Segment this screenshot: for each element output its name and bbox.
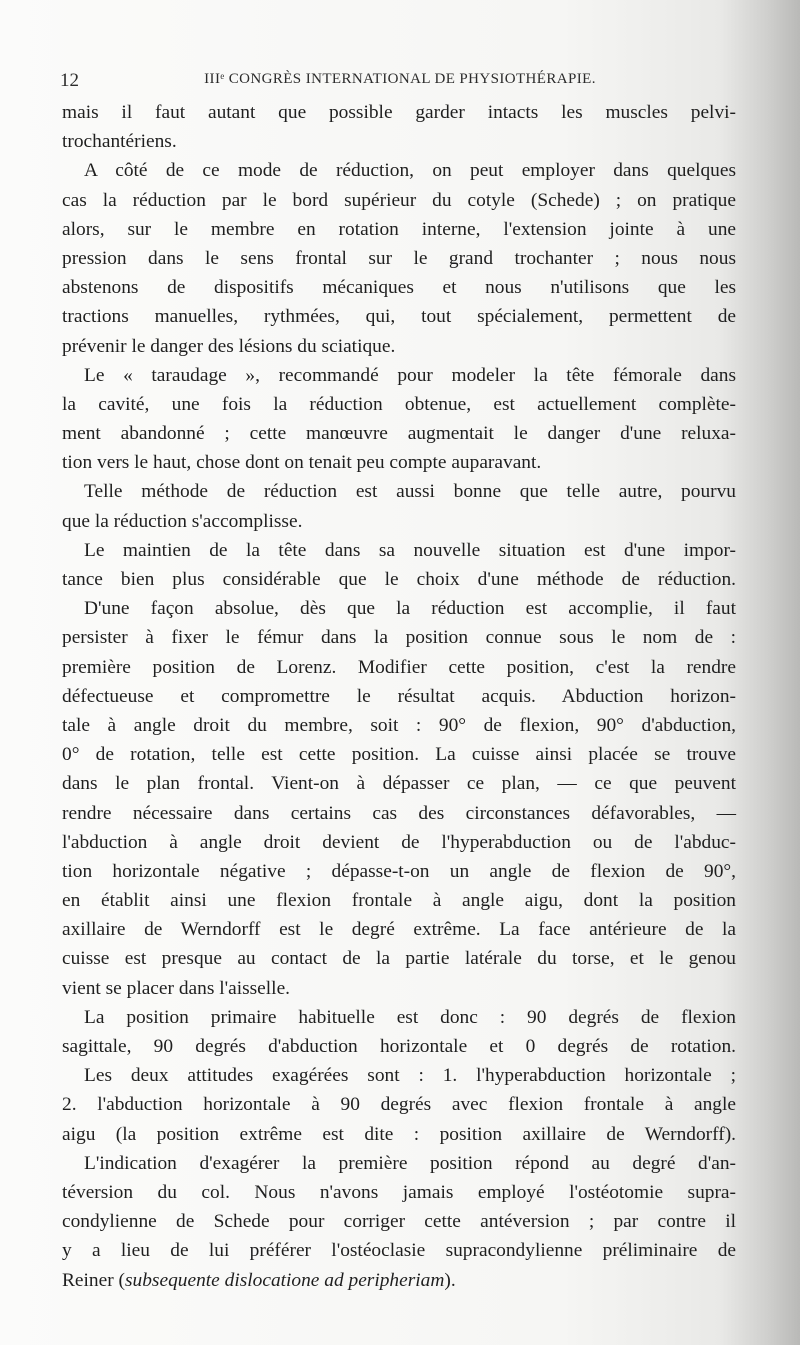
text-line: Les deux attitudes exagérées sont : 1. l'hyperabduction horizontale ; bbox=[84, 1065, 736, 1087]
final-line-start: Reiner ( bbox=[62, 1269, 125, 1291]
text-line: ment abandonné ; cette manœuvre augmentait le danger d'une reluxa- bbox=[62, 423, 736, 445]
text-line: première position de Lorenz. Modifier cette position, c'est la rendre bbox=[62, 656, 736, 678]
text-line: 0° de rotation, telle est cette position. La cuisse ainsi placée se trouve bbox=[62, 744, 736, 766]
text-line: abstenons de dispositifs mécaniques et nous n'utilisons que les bbox=[62, 277, 736, 299]
text-line: mais il faut autant que possible garder intacts les muscles pelvi- bbox=[62, 102, 736, 123]
text-line: L'indication d'exagérer la première position répond au degré d'an- bbox=[84, 1152, 736, 1174]
body-text bbox=[62, 98, 736, 1295]
text-line: axillaire de Werndorff est le degré extrême. La face antérieure de la bbox=[62, 919, 736, 941]
text-line: tale à angle droit du membre, soit : 90° de flexion, 90° d'abduction, bbox=[62, 714, 736, 736]
text-line: rendre nécessaire dans certains cas des circonstances défavorables, — bbox=[62, 802, 736, 824]
latin-phrase: subsequente dislocatione ad peripheriam bbox=[125, 1269, 445, 1291]
running-head: IIIᵉ CONGRÈS INTERNATIONAL DE PHYSIOTHÉRAPIE. bbox=[204, 71, 596, 87]
text-line: que la réduction s'accomplisse. bbox=[62, 510, 303, 532]
text-line: tion vers le haut, chose dont on tenait peu compte auparavant. bbox=[62, 452, 542, 474]
text-line: défectueuse et compromettre le résultat acquis. Abduction horizon- bbox=[62, 685, 736, 707]
text-line: aigu (la position extrême est dite : position axillaire de Werndorff). bbox=[62, 1123, 736, 1145]
text-line: trochantériens. bbox=[62, 131, 177, 153]
text-line: tance bien plus considérable que le choix d'une méthode de réduction. bbox=[62, 569, 736, 590]
text-line: D'une façon absolue, dès que la réduction est accomplie, il faut bbox=[84, 598, 736, 620]
text-line: dans le plan frontal. Vient-on à dépasser ce plan, — ce que peuvent bbox=[62, 773, 736, 795]
text-line: en établit ainsi une flexion frontale à angle aigu, dont la position bbox=[62, 890, 736, 912]
text-line: Le maintien de la tête dans sa nouvelle situation est d'une impor- bbox=[84, 539, 736, 561]
text-line: vient se placer dans l'aisselle. bbox=[62, 977, 291, 999]
text-line: la cavité, une fois la réduction obtenue, est actuellement complète- bbox=[62, 393, 736, 415]
text-line: condylienne de Schede pour corriger cette antéversion ; par contre il bbox=[62, 1211, 736, 1233]
text-line: l'abduction à angle droit devient de l'hyperabduction ou de l'abduc- bbox=[62, 831, 736, 853]
text-line: alors, sur le membre en rotation interne, l'extension jointe à une bbox=[62, 218, 736, 240]
final-line bbox=[62, 1266, 736, 1295]
text-line: pression dans le sens frontal sur le grand trochanter ; nous nous bbox=[62, 247, 736, 269]
text-line: 2. l'abduction horizontale à 90 degrés avec flexion frontale à angle bbox=[62, 1094, 736, 1116]
text-line: persister à fixer le fémur dans la position connue sous le nom de : bbox=[62, 627, 736, 649]
text-line: A côté de ce mode de réduction, on peut employer dans quelques bbox=[84, 160, 736, 182]
text-line: Le « taraudage », recommandé pour modeler la tête fémorale dans bbox=[84, 364, 736, 386]
text-line: sagittale, 90 degrés d'abduction horizontale et 0 degrés de rotation. bbox=[62, 1036, 736, 1057]
text-line: téversion du col. Nous n'avons jamais employé l'ostéotomie supra- bbox=[62, 1181, 736, 1203]
text-line: tion horizontale négative ; dépasse-t-on un angle de flexion de 90°, bbox=[62, 860, 736, 882]
page-header bbox=[60, 70, 740, 94]
text-line: cas la réduction par le bord supérieur du cotyle (Schede) ; on pratique bbox=[62, 189, 736, 211]
page-number: 12 bbox=[60, 70, 79, 91]
text-line: La position primaire habituelle est donc : 90 degrés de flexion bbox=[84, 1006, 736, 1028]
text-line: Telle méthode de réduction est aussi bonne que telle autre, pourvu bbox=[84, 481, 736, 503]
text-line: cuisse est presque au contact de la partie latérale du torse, et le genou bbox=[62, 948, 736, 970]
final-line-end: ). bbox=[444, 1269, 456, 1291]
text-line: tractions manuelles, rythmées, qui, tout spécialement, permettent de bbox=[62, 306, 736, 328]
text-line: prévenir le danger des lésions du sciatique. bbox=[62, 335, 396, 357]
text-line: y a lieu de lui préférer l'ostéoclasie supracondylienne préliminaire de bbox=[62, 1240, 736, 1262]
